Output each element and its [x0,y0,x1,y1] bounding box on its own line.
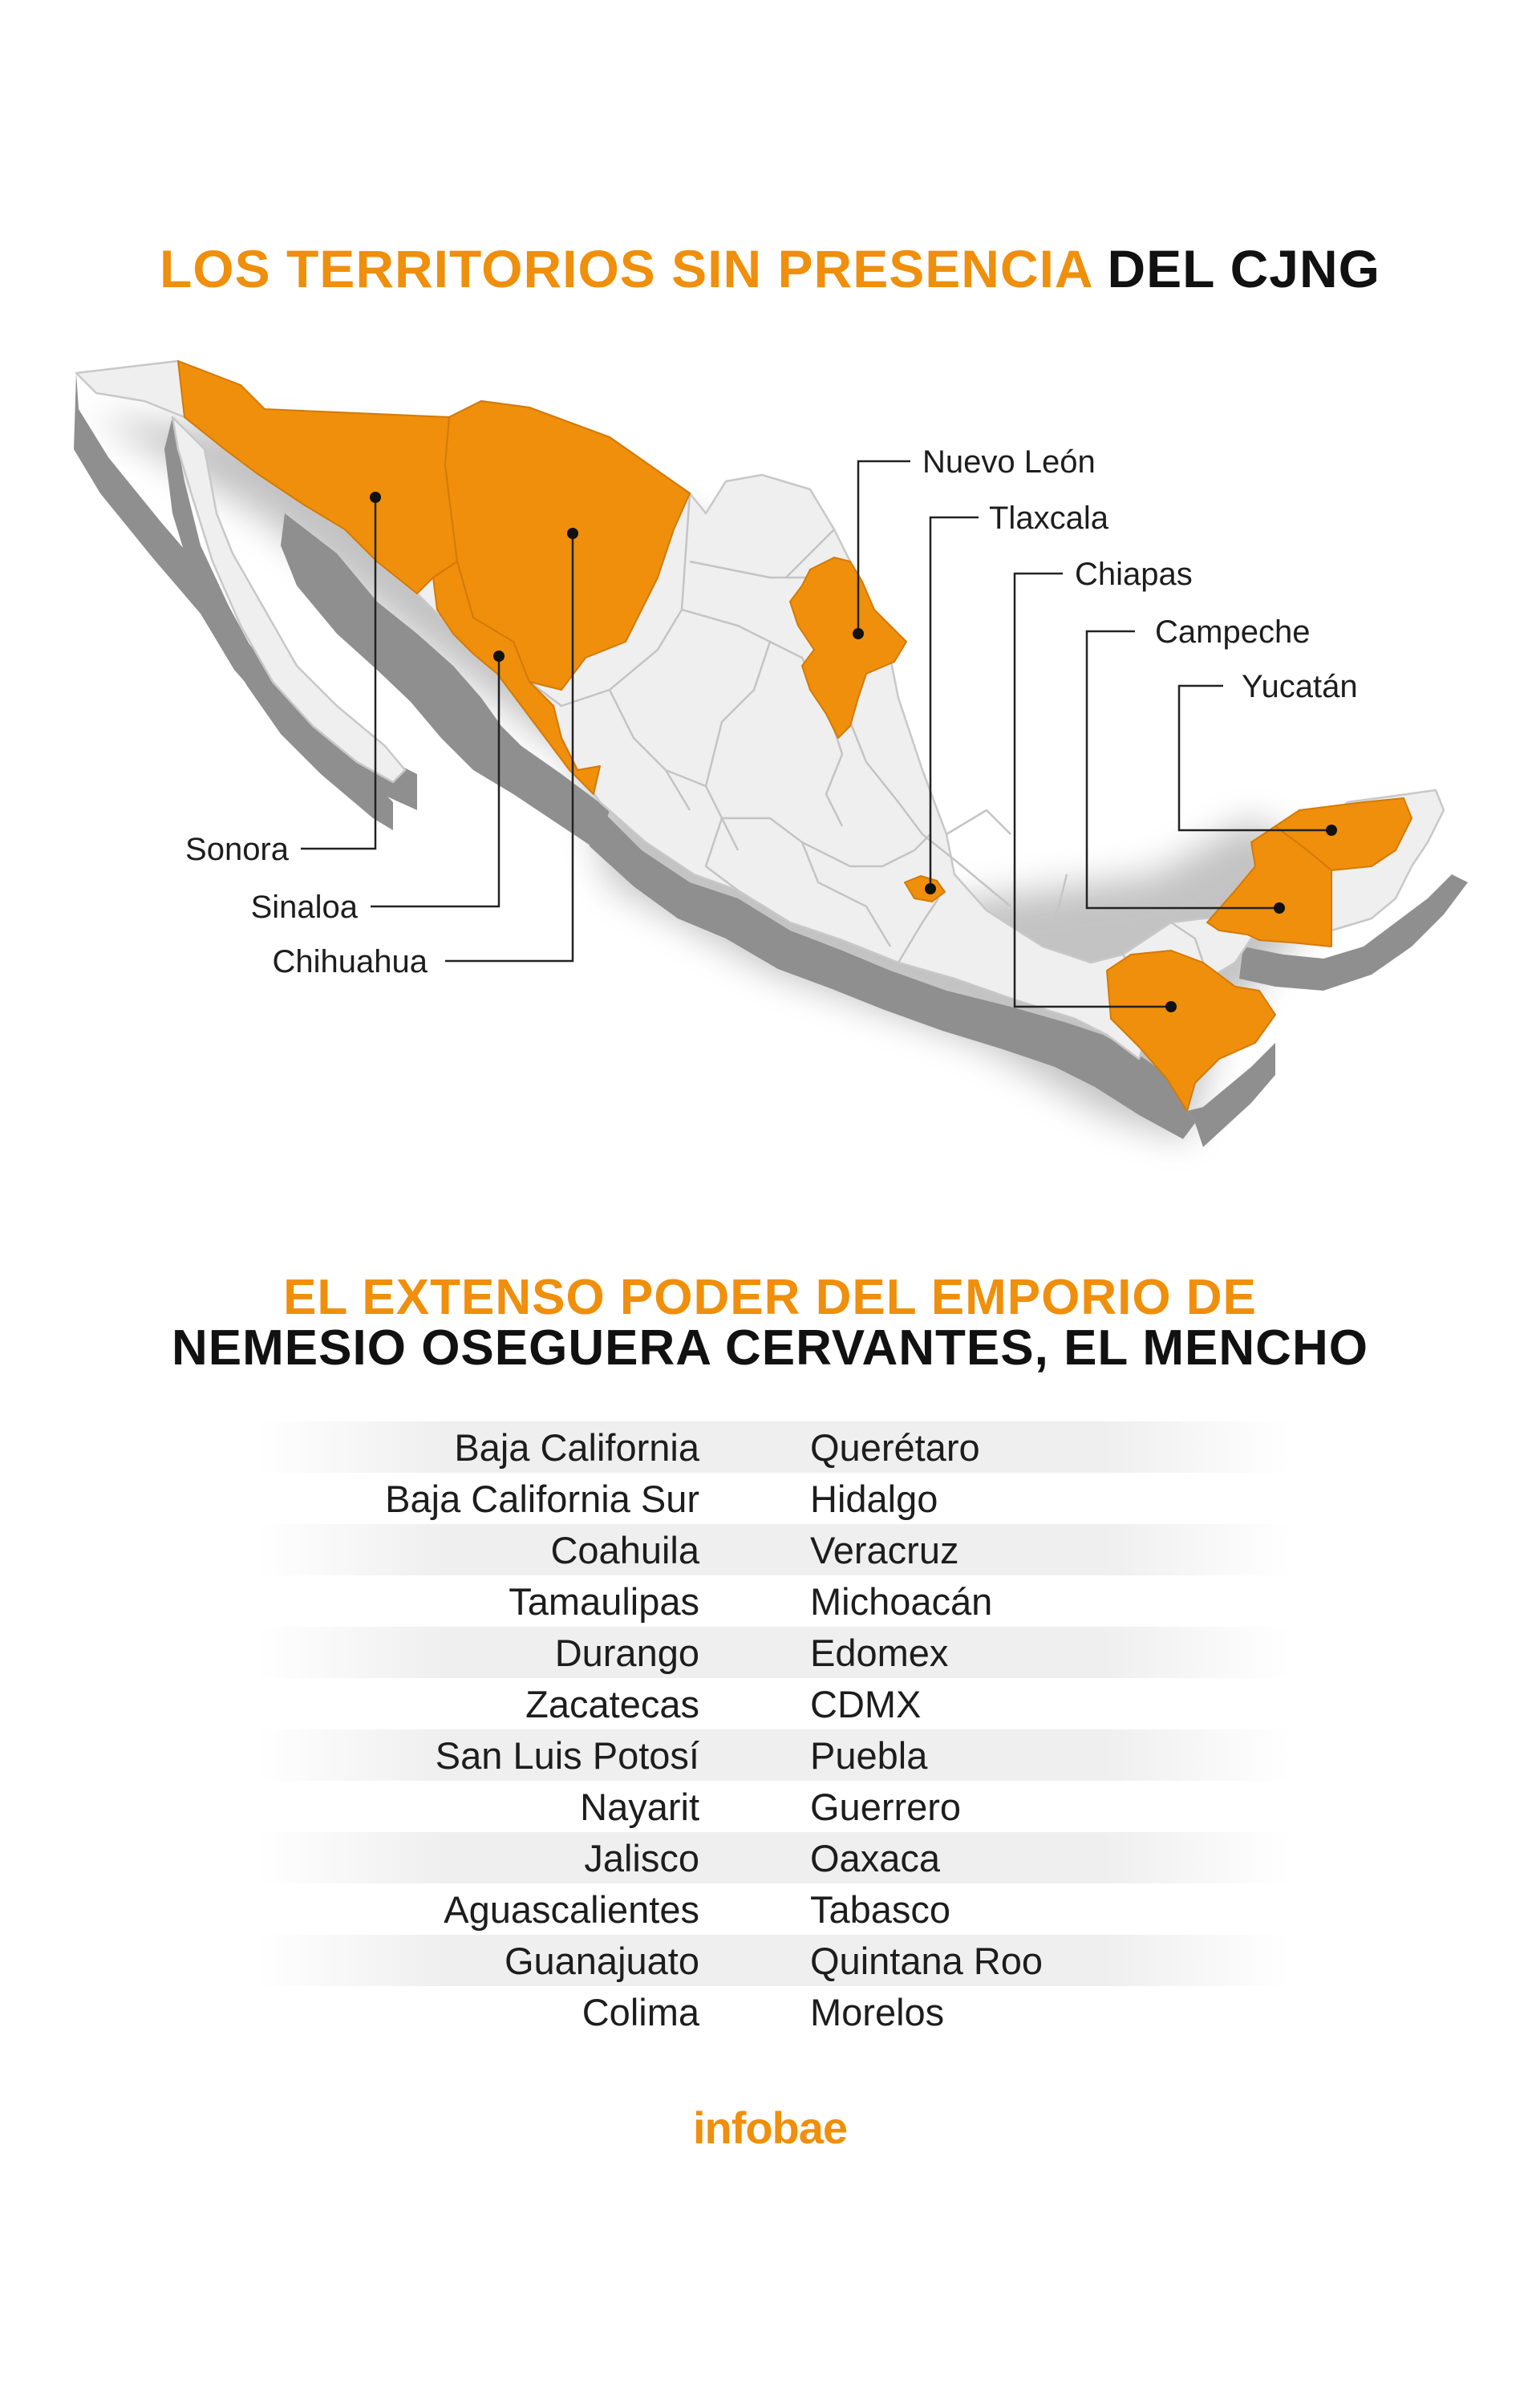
state-right: CDMX [810,1682,922,1725]
state-row [257,1524,1291,1575]
state-row [257,1986,1291,2037]
state-row [257,1627,1291,1678]
state-right: Quintana Roo [810,1939,1044,1982]
state-left: Aguascalientes [444,1887,699,1931]
state-row [257,1781,1291,1832]
state-right: Guerrero [810,1785,962,1828]
state-left: Durango [554,1631,699,1674]
state-left: Jalisco [584,1836,699,1879]
state-right: Hidalgo [810,1477,938,1520]
state-left: Tamaulipas [509,1579,699,1623]
state-row [257,1729,1291,1781]
mexico-map [0,321,1540,1203]
state-row [257,1473,1291,1524]
state-right: Puebla [810,1733,928,1777]
state-row [257,1575,1291,1627]
state-left: Nayarit [580,1785,699,1828]
state-left: Zacatecas [525,1682,699,1725]
state-right: Tabasco [810,1887,951,1931]
subtitle-line2: NEMESIO OSEGUERA CERVANTES, EL MENCHO [172,1320,1368,1376]
state-row [257,1935,1291,1986]
state-left: Baja California [454,1425,699,1469]
label-chihuahua: Chihuahua [272,944,428,979]
label-campeche: Campeche [1155,614,1311,650]
label-tlaxcala: Tlaxcala [989,501,1108,536]
title-highlight: LOS TERRITORIOS SIN PRESENCIA [159,239,1092,298]
state-left: Guanajuato [504,1939,699,1982]
state-right: Querétaro [810,1425,980,1469]
label-sinaloa: Sinaloa [250,890,358,925]
state-right: Oaxaca [810,1836,940,1879]
states-list [257,1421,1291,2037]
state-row [257,1678,1291,1729]
infobae-logo: infobae [692,2102,848,2153]
state-right: Morelos [810,1990,945,2033]
state-right: Michoacán [810,1579,993,1623]
state-right: Veracruz [810,1528,959,1571]
subtitle-line1: EL EXTENSO PODER DEL EMPORIO DE [283,1270,1257,1325]
page-title [0,233,1540,305]
label-nuevo-leon: Nuevo León [922,444,1096,480]
label-chiapas: Chiapas [1075,557,1193,592]
state-row [257,1832,1291,1883]
state-left: San Luis Potosí [435,1733,699,1777]
state-row [257,1883,1291,1935]
state-left: Colima [582,1990,699,2033]
title-rest: DEL CJNG [1107,239,1380,298]
label-yucatan: Yucatán [1242,669,1358,704]
state-right: Edomex [810,1631,949,1674]
state-left: Baja California Sur [385,1477,699,1520]
state-row [257,1421,1291,1473]
state-left: Coahuila [550,1528,699,1571]
label-sonora: Sonora [185,832,289,867]
